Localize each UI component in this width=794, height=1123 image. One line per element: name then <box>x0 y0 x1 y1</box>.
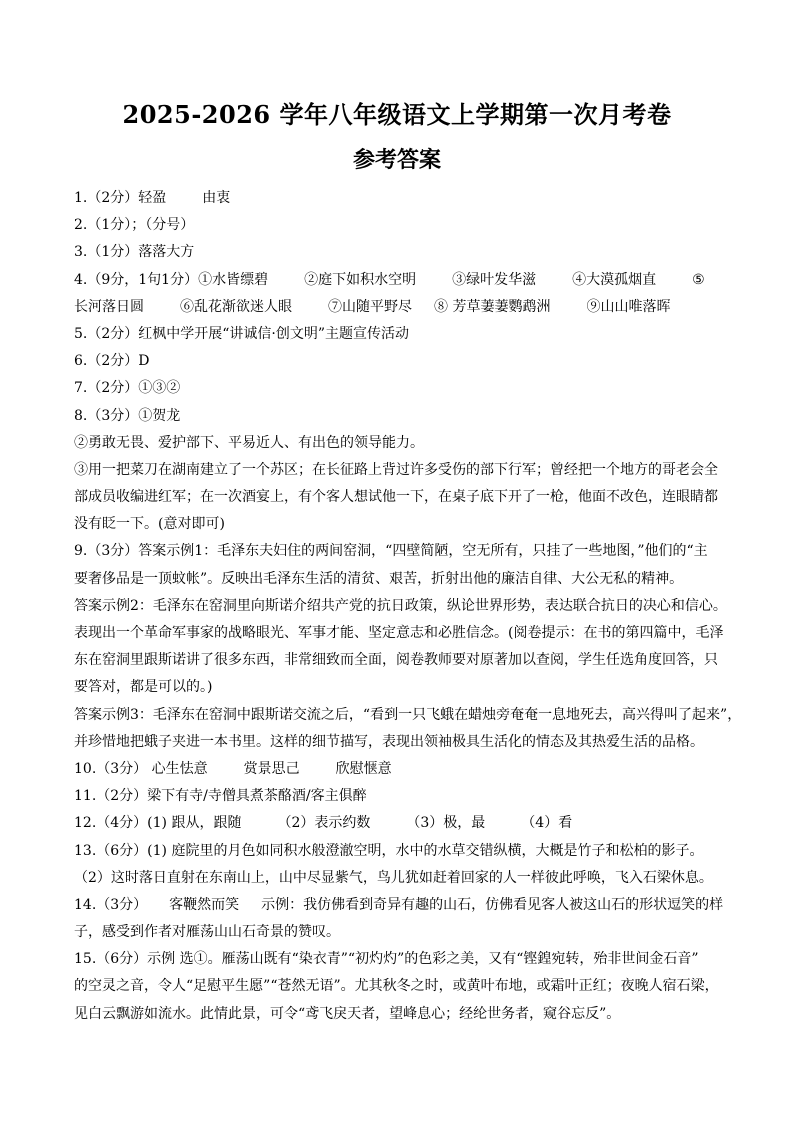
answer-q9-line7: 答案示例3：毛泽东在窑洞中跟斯诺交流之后，“看到一只飞蛾在蜡烛旁奄奄一息地死去，高兴得叫了起来”， <box>74 706 742 723</box>
answer-q8-line3: ③用一把菜刀在湖南建立了一个苏区；在长征路上背过许多受伤的部下行军；曾经把一个地方的哥老会全 <box>74 461 718 478</box>
answer-q9-line8: 并珍惜地把蛾子夹进一本书里。这样的细节描写，表现出领袖极具生活化的情态及其热爱生活的品格。 <box>74 733 704 750</box>
answer-q8-line5: 没有眨一下。(意对即可) <box>74 516 225 533</box>
answer-q9-line5: 东在窑洞里跟斯诺讲了很多东西，非常细致而全面，阅卷教师要对原著加以查阅，学生任选角度回答，只 <box>74 652 718 669</box>
answer-q5: 5.（2分）红枫中学开展“讲诚信·创文明”主题宣传活动 <box>74 325 410 342</box>
answer-q8-line4: 部成员收编进红军；在一次酒宴上，有个客人想试他一下，在桌子底下开了一枪，他面不改色，连眼睛都 <box>74 489 718 506</box>
answer-q9-line2: 要奢侈品是一顶蚊帐”。反映出毛泽东生活的清贫、艰苦，折射出他的廉洁自律、大公无私的精神。 <box>74 570 684 587</box>
answer-q6: 6.（2分）D <box>74 353 150 370</box>
answer-q15-line2: 的空灵之音，令人“足慰平生愿”“苍然无语”。尤其秋冬之时，或黄叶布地，或霜叶正红；夜晚人宿石梁， <box>74 978 719 995</box>
page-title: 2025-2026 学年八年级语文上学期第一次月考卷 <box>122 100 672 129</box>
answer-q14-line2: 子，感受到作者对雁荡山山石奇景的赞叹。 <box>74 924 340 941</box>
page-subtitle: 参考答案 <box>352 147 441 173</box>
answer-q8-line2: ②勇敢无畏、爱护部下、平易近人、有出色的领导能力。 <box>74 434 424 451</box>
answer-q15-line3: 见白云飘游如流水。此情此景，可令“鸢飞戾天者，望峰息心；经纶世务者，窥谷忘反”。 <box>74 1005 621 1022</box>
answer-q3: 3.（1分）落落大方 <box>74 244 195 261</box>
answer-q4-line1: 4.（9分，1句1分）①水皆缥碧 ②庭下如积水空明 ③绿叶发华滋 ④大漠孤烟直 ⑤ <box>74 271 705 288</box>
answer-q13-line2: （2）这时落日直射在东南山上，山中尽显紫气，鸟儿犹如赶着回家的人一样彼此呼唤，飞入石梁休息。 <box>74 869 713 886</box>
answer-body <box>74 185 742 1028</box>
answer-q4-line2: 长河落日圆 ⑥乱花渐欲迷人眼 ⑦山随平野尽 ⑧ 芳草萋萋鹦鹉洲 ⑨山山唯落晖 <box>74 298 671 315</box>
answer-q11: 11.（2分）梁下有寺/寺僧具煮茶酪酒/客主俱醉 <box>74 788 367 805</box>
answer-q14-line1: 14.（3分） 客鞭然而笑 示例：我仿佛看到奇异有趣的山石，仿佛看见客人被这山石的形状逗笑的样 <box>74 896 724 913</box>
answer-q1: 1.（2分）轻盈 由衷 <box>74 190 231 206</box>
answer-q9-line1: 9.（3分）答案示例1：毛泽东夫妇住的两间窑洞，“四壁简陋，空无所有，只挂了一些地图，”他们的“主 <box>74 543 708 560</box>
answer-q15-line1: 15.（6分）示例 选①。雁荡山既有“染衣青”“初灼灼”的色彩之美，又有“铿鍠宛转，殆非世间金石音” <box>74 951 699 968</box>
answer-q9-line6: 要答对，都是可以的。) <box>74 679 213 696</box>
answer-q9-line4: 表现出一个革命军事家的战略眼光、军事才能、坚定意志和必胜信念。(阅卷提示：在书的第四篇中，毛泽 <box>74 625 724 641</box>
answer-q13-line1: 13.（6分）(1) 庭院里的月色如同积水般澄澈空明，水中的水草交错纵横，大概是竹子和松柏的影子。 <box>74 842 704 859</box>
answer-q7: 7.（2分）①③② <box>74 380 181 397</box>
answer-q8-line1: 8.（3分）①贺龙 <box>74 407 181 424</box>
answer-q10: 10.（3分） 心生怯意 赏景思己 欣慰惬意 <box>74 760 392 777</box>
answer-q9-line3: 答案示例2：毛泽东在窑洞里向斯诺介绍共产党的抗日政策，纵论世界形势，表达联合抗日的决心和信心。 <box>74 597 727 614</box>
answer-q2: 2.（1分）；（分号） <box>74 217 195 234</box>
answer-q12: 12.（4分）(1) 跟从，跟随 （2）表示约数 （3）极，最 （4）看 <box>74 815 573 832</box>
